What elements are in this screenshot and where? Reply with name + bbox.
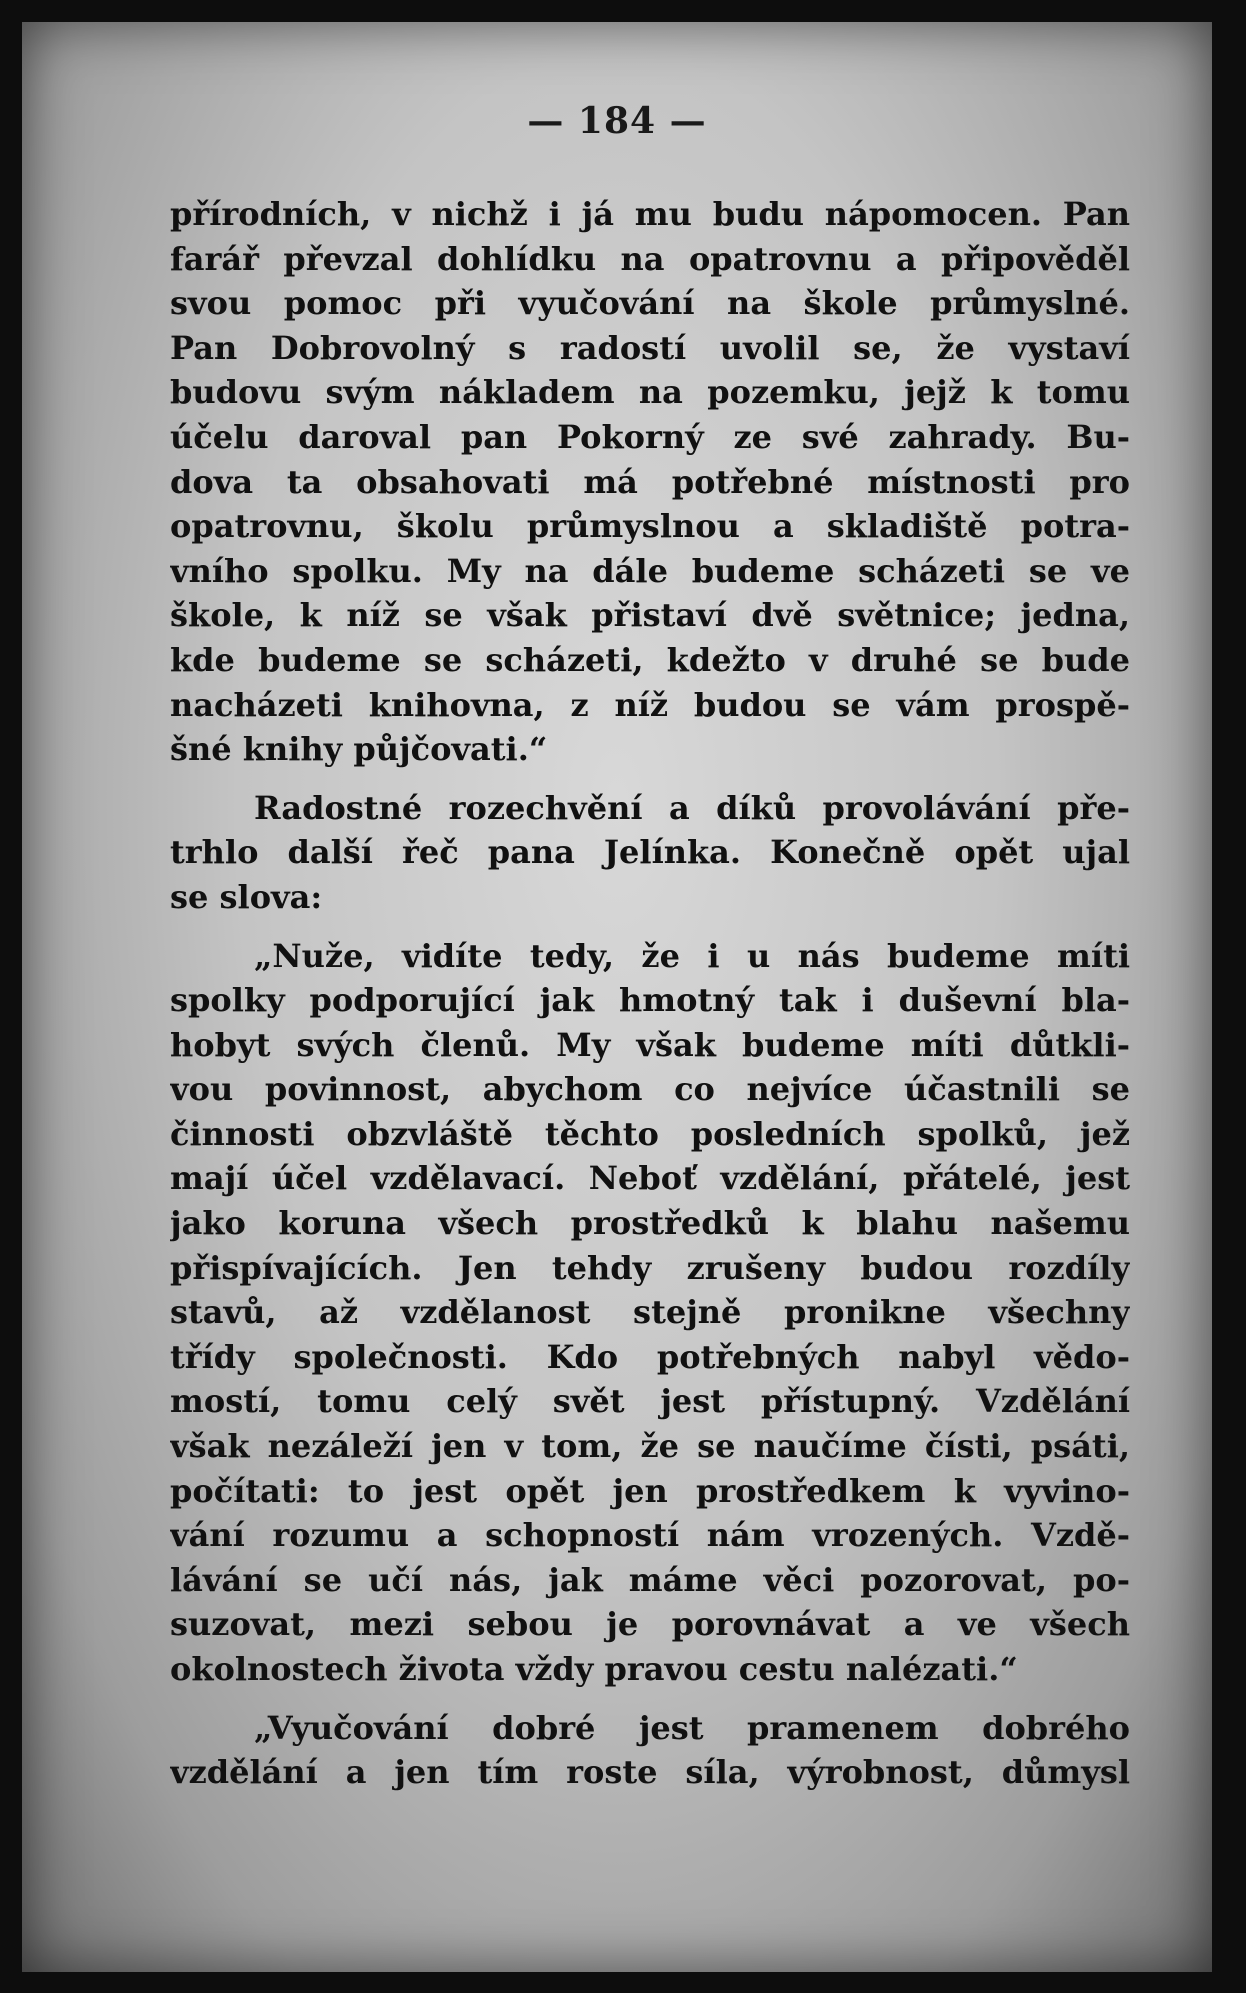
text-line: mostí, tomu celý svět jest přístupný. Vzdělání xyxy=(170,1382,1130,1421)
text-line: spolky podporující jak hmotný tak i duševní bla- xyxy=(170,981,1130,1020)
text-line: však nezáleží jen v tom, že se naučíme čísti, psáti, xyxy=(170,1427,1130,1466)
text-line: Radostné rozechvění a díků provolávání pře- xyxy=(254,788,1130,827)
text-line: farář převzal dohlídku na opatrovnu a připověděl xyxy=(170,239,1130,278)
text-line: přírodních, v nichž i já mu budu nápomocen. Pan xyxy=(170,195,1130,233)
text-line: šné knihy půjčovati.“ xyxy=(170,730,548,769)
paragraph-gap xyxy=(170,772,1130,786)
text-line: se slova: xyxy=(170,877,323,916)
book-page xyxy=(22,22,1212,1972)
text-line: nacházeti knihovna, z níž budou se vám prospě- xyxy=(170,685,1130,724)
text-line: „Vyučování dobré jest pramenem dobrého xyxy=(254,1708,1130,1747)
text-line: přispívajících. Jen tehdy zrušeny budou rozdíly xyxy=(170,1248,1130,1287)
text-line: mají účel vzdělavací. Neboť vzdělání, přátelé, jest xyxy=(170,1159,1130,1198)
text-line: hobyt svých členů. My však budeme míti důtkli- xyxy=(170,1025,1130,1064)
text-line: škole, k níž se však přistaví dvě světnice; jedna, xyxy=(170,596,1130,635)
text-line: okolnostech života vždy pravou cestu nalézati.“ xyxy=(170,1650,1018,1688)
text-line: lávání se učí nás, jak máme věci pozorovat, po- xyxy=(170,1560,1130,1599)
page-number: — 184 — xyxy=(527,100,707,142)
text-line: účelu daroval pan Pokorný ze své zahrady. Bu- xyxy=(170,417,1130,456)
text-line: činnosti obzvláště těchto posledních spolků, jež xyxy=(170,1114,1130,1153)
text-line: dova ta obsahovati má potřebné místnosti pro xyxy=(170,462,1130,501)
text-line: třídy společnosti. Kdo potřebných nabyl vědo- xyxy=(170,1337,1130,1376)
text-line: jako koruna všech prostředků k blahu našemu xyxy=(170,1204,1130,1243)
paragraph xyxy=(170,192,1130,772)
text-line: kde budeme se scházeti, kdežto v druhé se bude xyxy=(170,640,1130,679)
text-line: vzdělání a jen tím roste síla, výrobnost, důmysl xyxy=(170,1753,1130,1792)
paragraph xyxy=(170,1706,1130,1795)
text-line: budovu svým nákladem na pozemku, jejž k tomu xyxy=(170,373,1130,412)
text-line: trhlo další řeč pana Jelínka. Konečně opět ujal xyxy=(170,833,1130,872)
text-line: svou pomoc při vyučování na škole průmyslné. xyxy=(170,284,1130,323)
text-line: suzovat, mezi sebou je porovnávat a ve všech xyxy=(170,1605,1130,1644)
paragraph xyxy=(170,934,1130,1692)
paragraph xyxy=(170,786,1130,920)
text-line: opatrovnu, školu průmyslnou a skladiště potra- xyxy=(170,507,1130,546)
text-line: vání rozumu a schopností nám vrozených. Vzdě- xyxy=(170,1516,1130,1555)
paragraph-gap xyxy=(170,1692,1130,1706)
paragraph-gap xyxy=(170,920,1130,934)
text-line: „Nuže, vidíte tedy, že i u nás budeme míti xyxy=(254,936,1130,975)
text-line: stavů, až vzdělanost stejně pronikne všechny xyxy=(170,1293,1130,1332)
text-line: vou povinnost, abychom co nejvíce účastnili se xyxy=(170,1070,1130,1109)
body-text xyxy=(170,192,1130,1795)
text-line: počítati: to jest opět jen prostředkem k vyvino- xyxy=(170,1471,1130,1510)
text-line: Pan Dobrovolný s radostí uvolil se, že vystaví xyxy=(170,328,1130,367)
text-line: vního spolku. My na dále budeme scházeti se ve xyxy=(170,551,1130,590)
